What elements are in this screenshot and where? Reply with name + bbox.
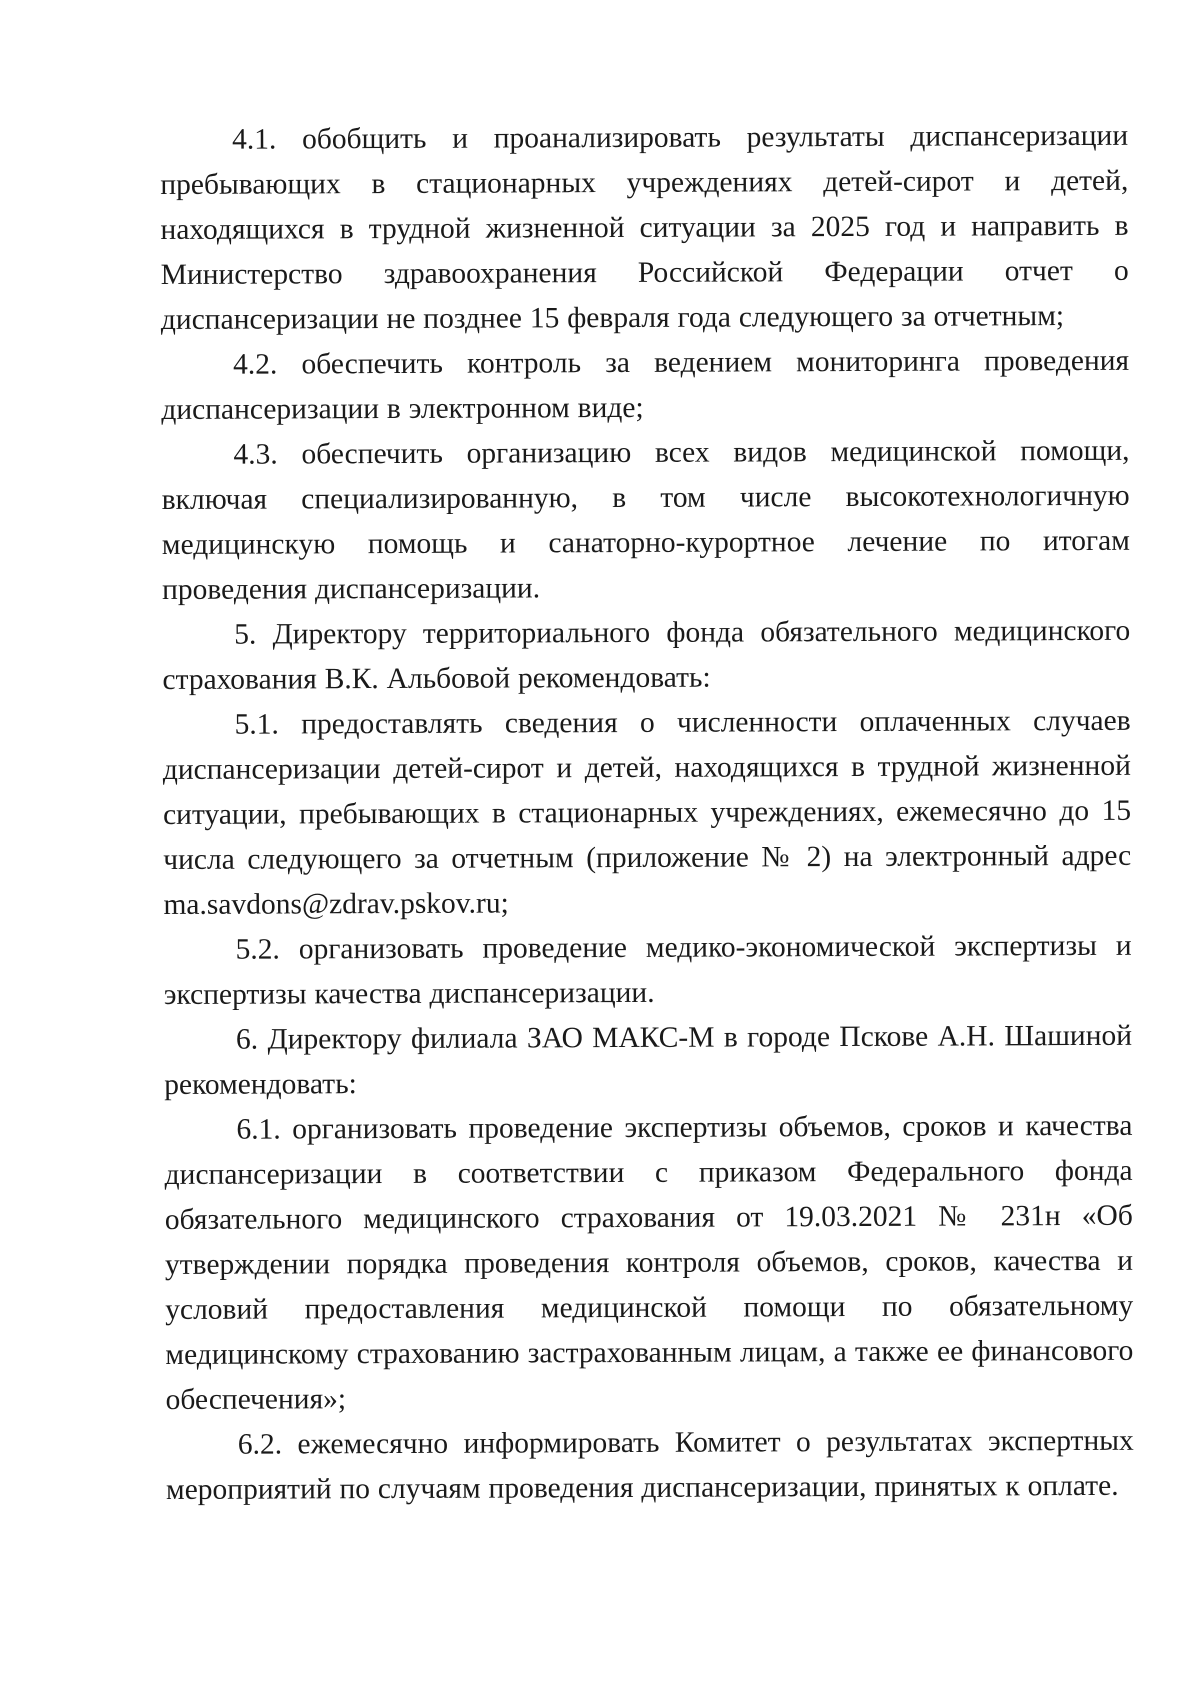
paragraph-6: 6. Директору филиала ЗАО МАКС-М в городе Пскове А.Н. Шашиной рекомендовать: [164,1019,1133,1101]
document-body [160,114,1134,1513]
paragraph-6-1: 6.1. организовать проведение экспертизы объемов, сроков и качества диспансеризации в соответствии с приказом Федерального фонда обязательного медицинского страхования от 19.03.2021 № 231н «Об утверждении порядка проведения контроля объемов, сроков, качества и условий предоставления медицинской помощи по обязательному медицинскому страхованию застрахованным лицам, а также ее финансового обеспечения»; [164,1109,1134,1416]
paragraph-6-2: 6.2. ежемесячно информировать Комитет о результатах экспертных мероприятий по случаям проведения диспансеризации, принятых к оплате. [165,1424,1134,1506]
paragraph-5-2: 5.2. организовать проведение медико-экономической экспертизы и экспертизы качества диспансеризации. [163,929,1132,1011]
paragraph-4-1: 4.1. обобщить и проанализировать результаты диспансеризации пребывающих в стационарных учреждениях детей-сирот и детей, находящихся в трудной жизненной ситуации за 2025 год и направить в Министерство здравоохранения Российской Федерации отчет о диспансеризации не позднее 15 февраля года следующего за отчетным; [160,119,1129,336]
paragraph-4-2: 4.2. обеспечить контроль за ведением мониторинга проведения диспансеризации в электронном виде; [161,344,1130,426]
paragraph-5-1: 5.1. предоставлять сведения о численности оплаченных случаев диспансеризации детей-сирот и детей, находящихся в трудной жизненной ситуации, пребывающих в стационарных учреждениях, ежемесячно до 15 числа следующего за отчетным (приложение № 2) на электронный адрес ma.savdons@zdrav.pskov.ru; [162,704,1132,921]
paragraph-5: 5. Директору территориального фонда обязательного медицинского страхования В.К. Альбовой рекомендовать: [162,614,1131,696]
paragraph-4-3: 4.3. обеспечить организацию всех видов медицинской помощи, включая специализированную, в том числе высокотехнологичную медицинскую помощь и санаторно-курортное лечение по итогам проведения диспансеризации. [161,434,1130,606]
